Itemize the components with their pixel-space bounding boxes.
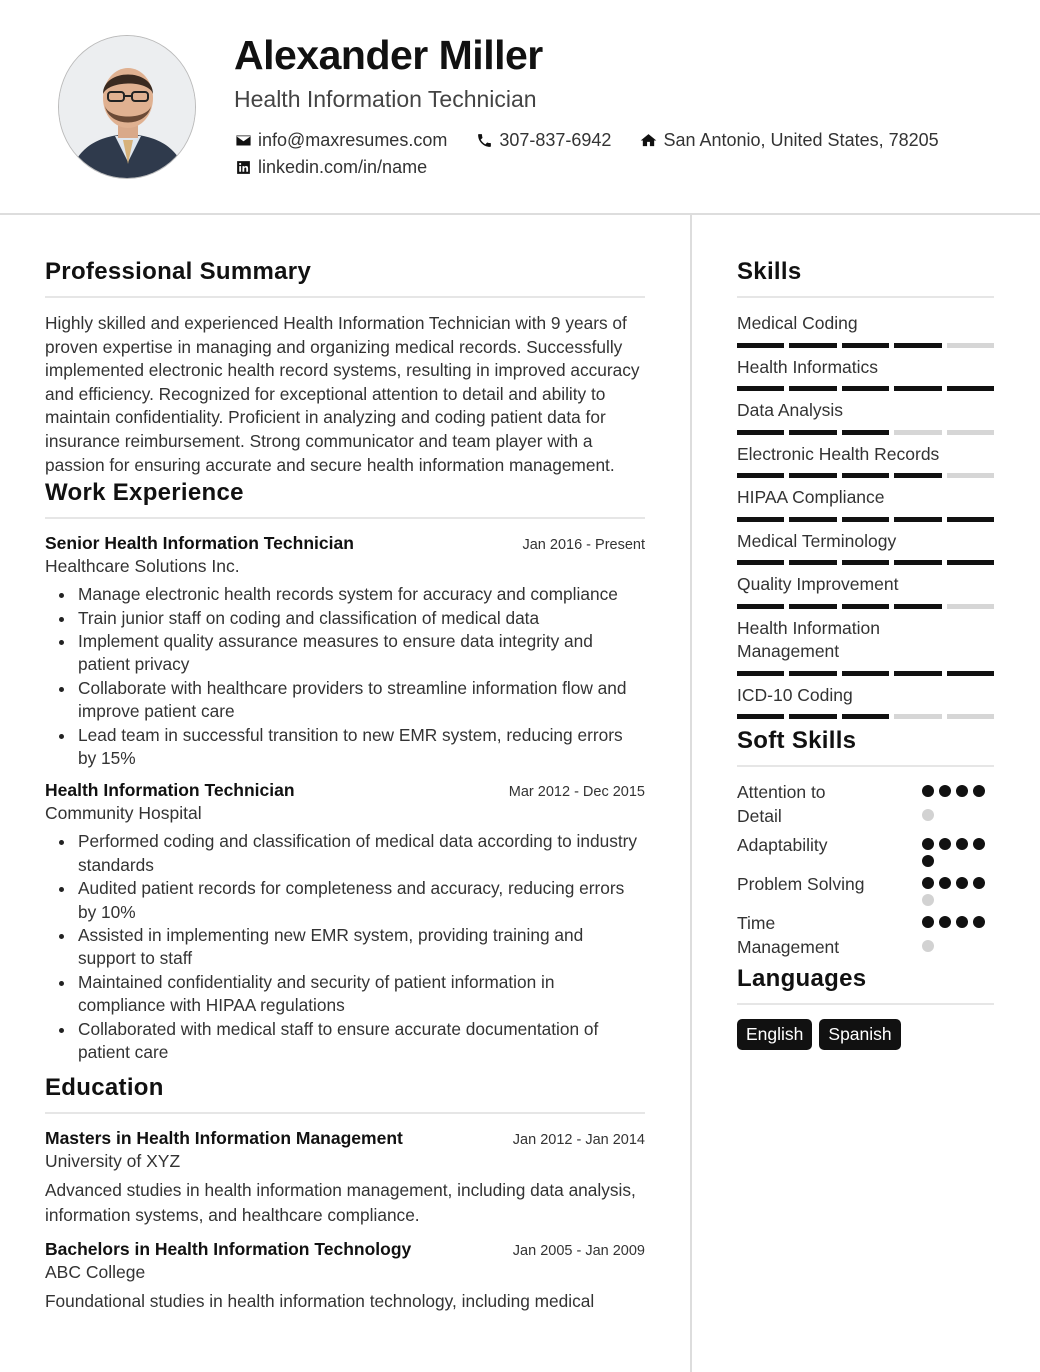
language-tag: Spanish xyxy=(819,1019,900,1050)
skill-level-segment xyxy=(842,473,889,478)
bullet-item: Implement quality assurance measures to ensure data integrity and patient privacy xyxy=(45,630,645,677)
languages-list xyxy=(737,1019,994,1050)
soft-skills-heading: Soft Skills xyxy=(737,727,994,767)
rating-dot xyxy=(922,894,934,906)
bullet-item: Audited patient records for completeness and accuracy, reducing errors by 10% xyxy=(45,877,645,924)
skill-level-segment xyxy=(737,343,784,348)
skill-level-segment xyxy=(842,343,889,348)
candidate-name: Alexander Miller xyxy=(234,32,543,78)
envelope-icon xyxy=(234,132,252,150)
skill-level-segment xyxy=(947,343,994,348)
rating-dot xyxy=(922,855,934,867)
soft-skill-item xyxy=(737,912,994,959)
education-description: Advanced studies in health information management, including data analysis, information systems, and healthcare compliance. xyxy=(45,1180,636,1225)
skill-level-segment xyxy=(947,386,994,391)
candidate-title: Health Information Technician xyxy=(234,86,537,112)
education-entry xyxy=(45,1239,645,1314)
job-entry xyxy=(45,780,645,1064)
skill-item xyxy=(737,573,994,609)
bullet-item: Train junior staff on coding and classification of medical data xyxy=(45,607,645,630)
skill-level-segment xyxy=(894,560,941,565)
skill-level-segment xyxy=(947,517,994,522)
skill-name: ICD-10 Coding xyxy=(737,684,853,705)
skill-item xyxy=(737,530,994,566)
location-item xyxy=(639,130,938,151)
soft-skill-name: Adaptability xyxy=(737,835,828,855)
job-bullets xyxy=(45,583,645,770)
rating-dot xyxy=(956,877,968,889)
location-text: San Antonio, United States, 78205 xyxy=(663,130,939,150)
rating-dot xyxy=(922,940,934,952)
soft-skill-item xyxy=(737,781,994,828)
skill-level-segment xyxy=(894,430,941,435)
contact-row xyxy=(234,130,939,151)
education-heading: Education xyxy=(45,1074,645,1114)
skill-level-bar xyxy=(737,671,994,676)
email-item[interactable] xyxy=(234,130,447,151)
education-date: Jan 2012 - Jan 2014 xyxy=(512,1132,645,1149)
skill-level-segment xyxy=(842,386,889,391)
skill-level-bar xyxy=(737,517,994,522)
skill-level-segment xyxy=(789,343,836,348)
bullet-item: Assisted in implementing new EMR system, providing training and support to staff xyxy=(45,924,645,971)
soft-skill-name: Problem Solving xyxy=(737,874,865,894)
skill-level-segment xyxy=(737,430,784,435)
resume-header xyxy=(0,0,1040,215)
education-date: Jan 2005 - Jan 2009 xyxy=(512,1243,645,1260)
skill-name: Electronic Health Records xyxy=(737,443,940,464)
skill-level-segment xyxy=(789,517,836,522)
skill-level-segment xyxy=(737,714,784,719)
summary-heading: Professional Summary xyxy=(45,258,645,298)
skill-level-segment xyxy=(947,430,994,435)
skill-level-segment xyxy=(894,671,941,676)
linkedin-text: linkedin.com/in/name xyxy=(258,157,428,177)
rating-dot xyxy=(956,838,968,850)
skill-item xyxy=(737,443,994,479)
skill-level-segment xyxy=(789,560,836,565)
skill-level-segment xyxy=(894,473,941,478)
skill-level-segment xyxy=(947,473,994,478)
skill-name: Health Information Management xyxy=(737,617,880,661)
rating-dot xyxy=(922,916,934,928)
job-date: Mar 2012 - Dec 2015 xyxy=(508,784,645,801)
skill-name: HIPAA Compliance xyxy=(737,487,885,507)
soft-skill-item xyxy=(737,834,994,867)
bullet-item: Collaborated with medical staff to ensure accurate documentation of patient care xyxy=(45,1018,645,1065)
skill-level-segment xyxy=(737,560,784,565)
skill-level-segment xyxy=(737,604,784,609)
email-text: info@maxresumes.com xyxy=(258,130,448,150)
languages-heading: Languages xyxy=(737,965,994,1005)
skill-level-bar xyxy=(737,386,994,391)
main-column xyxy=(45,258,645,1326)
skill-level-segment xyxy=(947,604,994,609)
phone-text: 307-837-6942 xyxy=(499,130,612,150)
skill-level-segment xyxy=(842,430,889,435)
skill-level-segment xyxy=(842,517,889,522)
skill-level-bar xyxy=(737,343,994,348)
side-column xyxy=(737,258,994,1050)
skill-level-segment xyxy=(737,386,784,391)
linkedin-item[interactable] xyxy=(234,157,427,178)
soft-skill-rating xyxy=(922,873,994,906)
soft-skill-rating xyxy=(922,781,994,828)
rating-dot xyxy=(922,877,934,889)
skill-level-segment xyxy=(842,714,889,719)
contact-row-2 xyxy=(234,157,427,178)
skill-item xyxy=(737,399,994,435)
skill-level-segment xyxy=(789,430,836,435)
skill-level-segment xyxy=(947,671,994,676)
skill-level-segment xyxy=(947,560,994,565)
skill-level-segment xyxy=(894,604,941,609)
soft-skill-rating xyxy=(922,834,994,867)
skill-level-segment xyxy=(842,560,889,565)
skill-item xyxy=(737,356,994,392)
skill-level-segment xyxy=(789,714,836,719)
bullet-item: Maintained confidentiality and security of patient information in compliance with HIPAA regulations xyxy=(45,971,645,1018)
skill-level-segment xyxy=(789,386,836,391)
rating-dot xyxy=(939,838,951,850)
rating-dot xyxy=(973,916,985,928)
rating-dot xyxy=(956,916,968,928)
skill-item xyxy=(737,486,994,522)
skill-level-segment xyxy=(789,473,836,478)
school-name: ABC College xyxy=(45,1262,146,1283)
skill-level-segment xyxy=(789,604,836,609)
rating-dot xyxy=(939,916,951,928)
skill-level-segment xyxy=(894,714,941,719)
rating-dot xyxy=(922,838,934,850)
job-title: Health Information Technician xyxy=(45,780,295,801)
rating-dot xyxy=(973,877,985,889)
job-title: Senior Health Information Technician xyxy=(45,533,354,554)
skill-level-segment xyxy=(842,671,889,676)
skill-name: Medical Coding xyxy=(737,313,858,333)
skill-level-segment xyxy=(894,343,941,348)
bullet-item: Performed coding and classification of medical data according to industry standards xyxy=(45,830,645,877)
language-tag: English xyxy=(737,1019,812,1050)
skills-list xyxy=(737,312,994,719)
rating-dot xyxy=(922,809,934,821)
phone-item[interactable] xyxy=(475,130,611,151)
rating-dot xyxy=(939,785,951,797)
skill-level-segment xyxy=(894,386,941,391)
home-icon xyxy=(639,132,657,150)
column-divider xyxy=(690,215,692,1372)
degree-title: Bachelors in Health Information Technology xyxy=(45,1239,412,1260)
phone-icon xyxy=(475,132,493,150)
skill-level-bar xyxy=(737,560,994,565)
soft-skill-name: Attention to Detail xyxy=(737,782,826,826)
profile-photo xyxy=(59,36,196,179)
skill-item xyxy=(737,684,994,720)
bullet-item: Lead team in successful transition to new EMR system, reducing errors by 15% xyxy=(45,724,645,771)
rating-dot xyxy=(956,785,968,797)
job-entry xyxy=(45,533,645,770)
skill-level-segment xyxy=(894,517,941,522)
school-name: University of XYZ xyxy=(45,1151,181,1172)
soft-skills-list xyxy=(737,781,994,959)
rating-dot xyxy=(922,785,934,797)
skill-name: Data Analysis xyxy=(737,400,844,420)
skill-name: Quality Improvement xyxy=(737,574,899,594)
rating-dot xyxy=(939,877,951,889)
linkedin-icon xyxy=(234,159,252,177)
summary-text: Highly skilled and experienced Health Information Technician with 9 years of proven expertise in managing and organizing medical records. Successfully implemented electronic health record systems, resulting in improved accuracy and efficiency. Recognized for exceptional attention to detail and ability to maintain confidentiality. Proficient in analyzing and coding patient data for insurance reimbursement. Strong communicator and team player with a passion for ensuring accurate and secure health information management. xyxy=(45,313,640,475)
job-company: Healthcare Solutions Inc. xyxy=(45,556,240,577)
skill-level-segment xyxy=(737,517,784,522)
soft-skill-item xyxy=(737,873,994,906)
skill-item xyxy=(737,312,994,348)
skill-level-segment xyxy=(737,473,784,478)
degree-title: Masters in Health Information Management xyxy=(45,1128,403,1149)
bullet-item: Manage electronic health records system for accuracy and compliance xyxy=(45,583,645,606)
education-entry xyxy=(45,1128,645,1227)
avatar xyxy=(58,35,196,179)
skill-level-bar xyxy=(737,473,994,478)
bullet-item: Collaborate with healthcare providers to streamline information flow and improve patient care xyxy=(45,677,645,724)
skill-level-segment xyxy=(789,671,836,676)
skill-name: Health Informatics xyxy=(737,356,879,377)
skill-name: Medical Terminology xyxy=(737,530,897,551)
soft-skill-rating xyxy=(922,912,994,959)
skill-level-bar xyxy=(737,604,994,609)
work-heading: Work Experience xyxy=(45,479,645,519)
skill-level-bar xyxy=(737,714,994,719)
rating-dot xyxy=(973,785,985,797)
skill-level-segment xyxy=(842,604,889,609)
job-date: Jan 2016 - Present xyxy=(522,537,645,554)
rating-dot xyxy=(973,838,985,850)
skill-level-bar xyxy=(737,430,994,435)
education-description: Foundational studies in health information technology, including medical xyxy=(45,1291,595,1312)
soft-skill-name: Time Management xyxy=(737,913,840,957)
job-bullets xyxy=(45,830,645,1064)
skills-heading: Skills xyxy=(737,258,994,298)
job-company: Community Hospital xyxy=(45,803,202,824)
skill-level-segment xyxy=(737,671,784,676)
skill-item xyxy=(737,617,994,676)
skill-level-segment xyxy=(947,714,994,719)
